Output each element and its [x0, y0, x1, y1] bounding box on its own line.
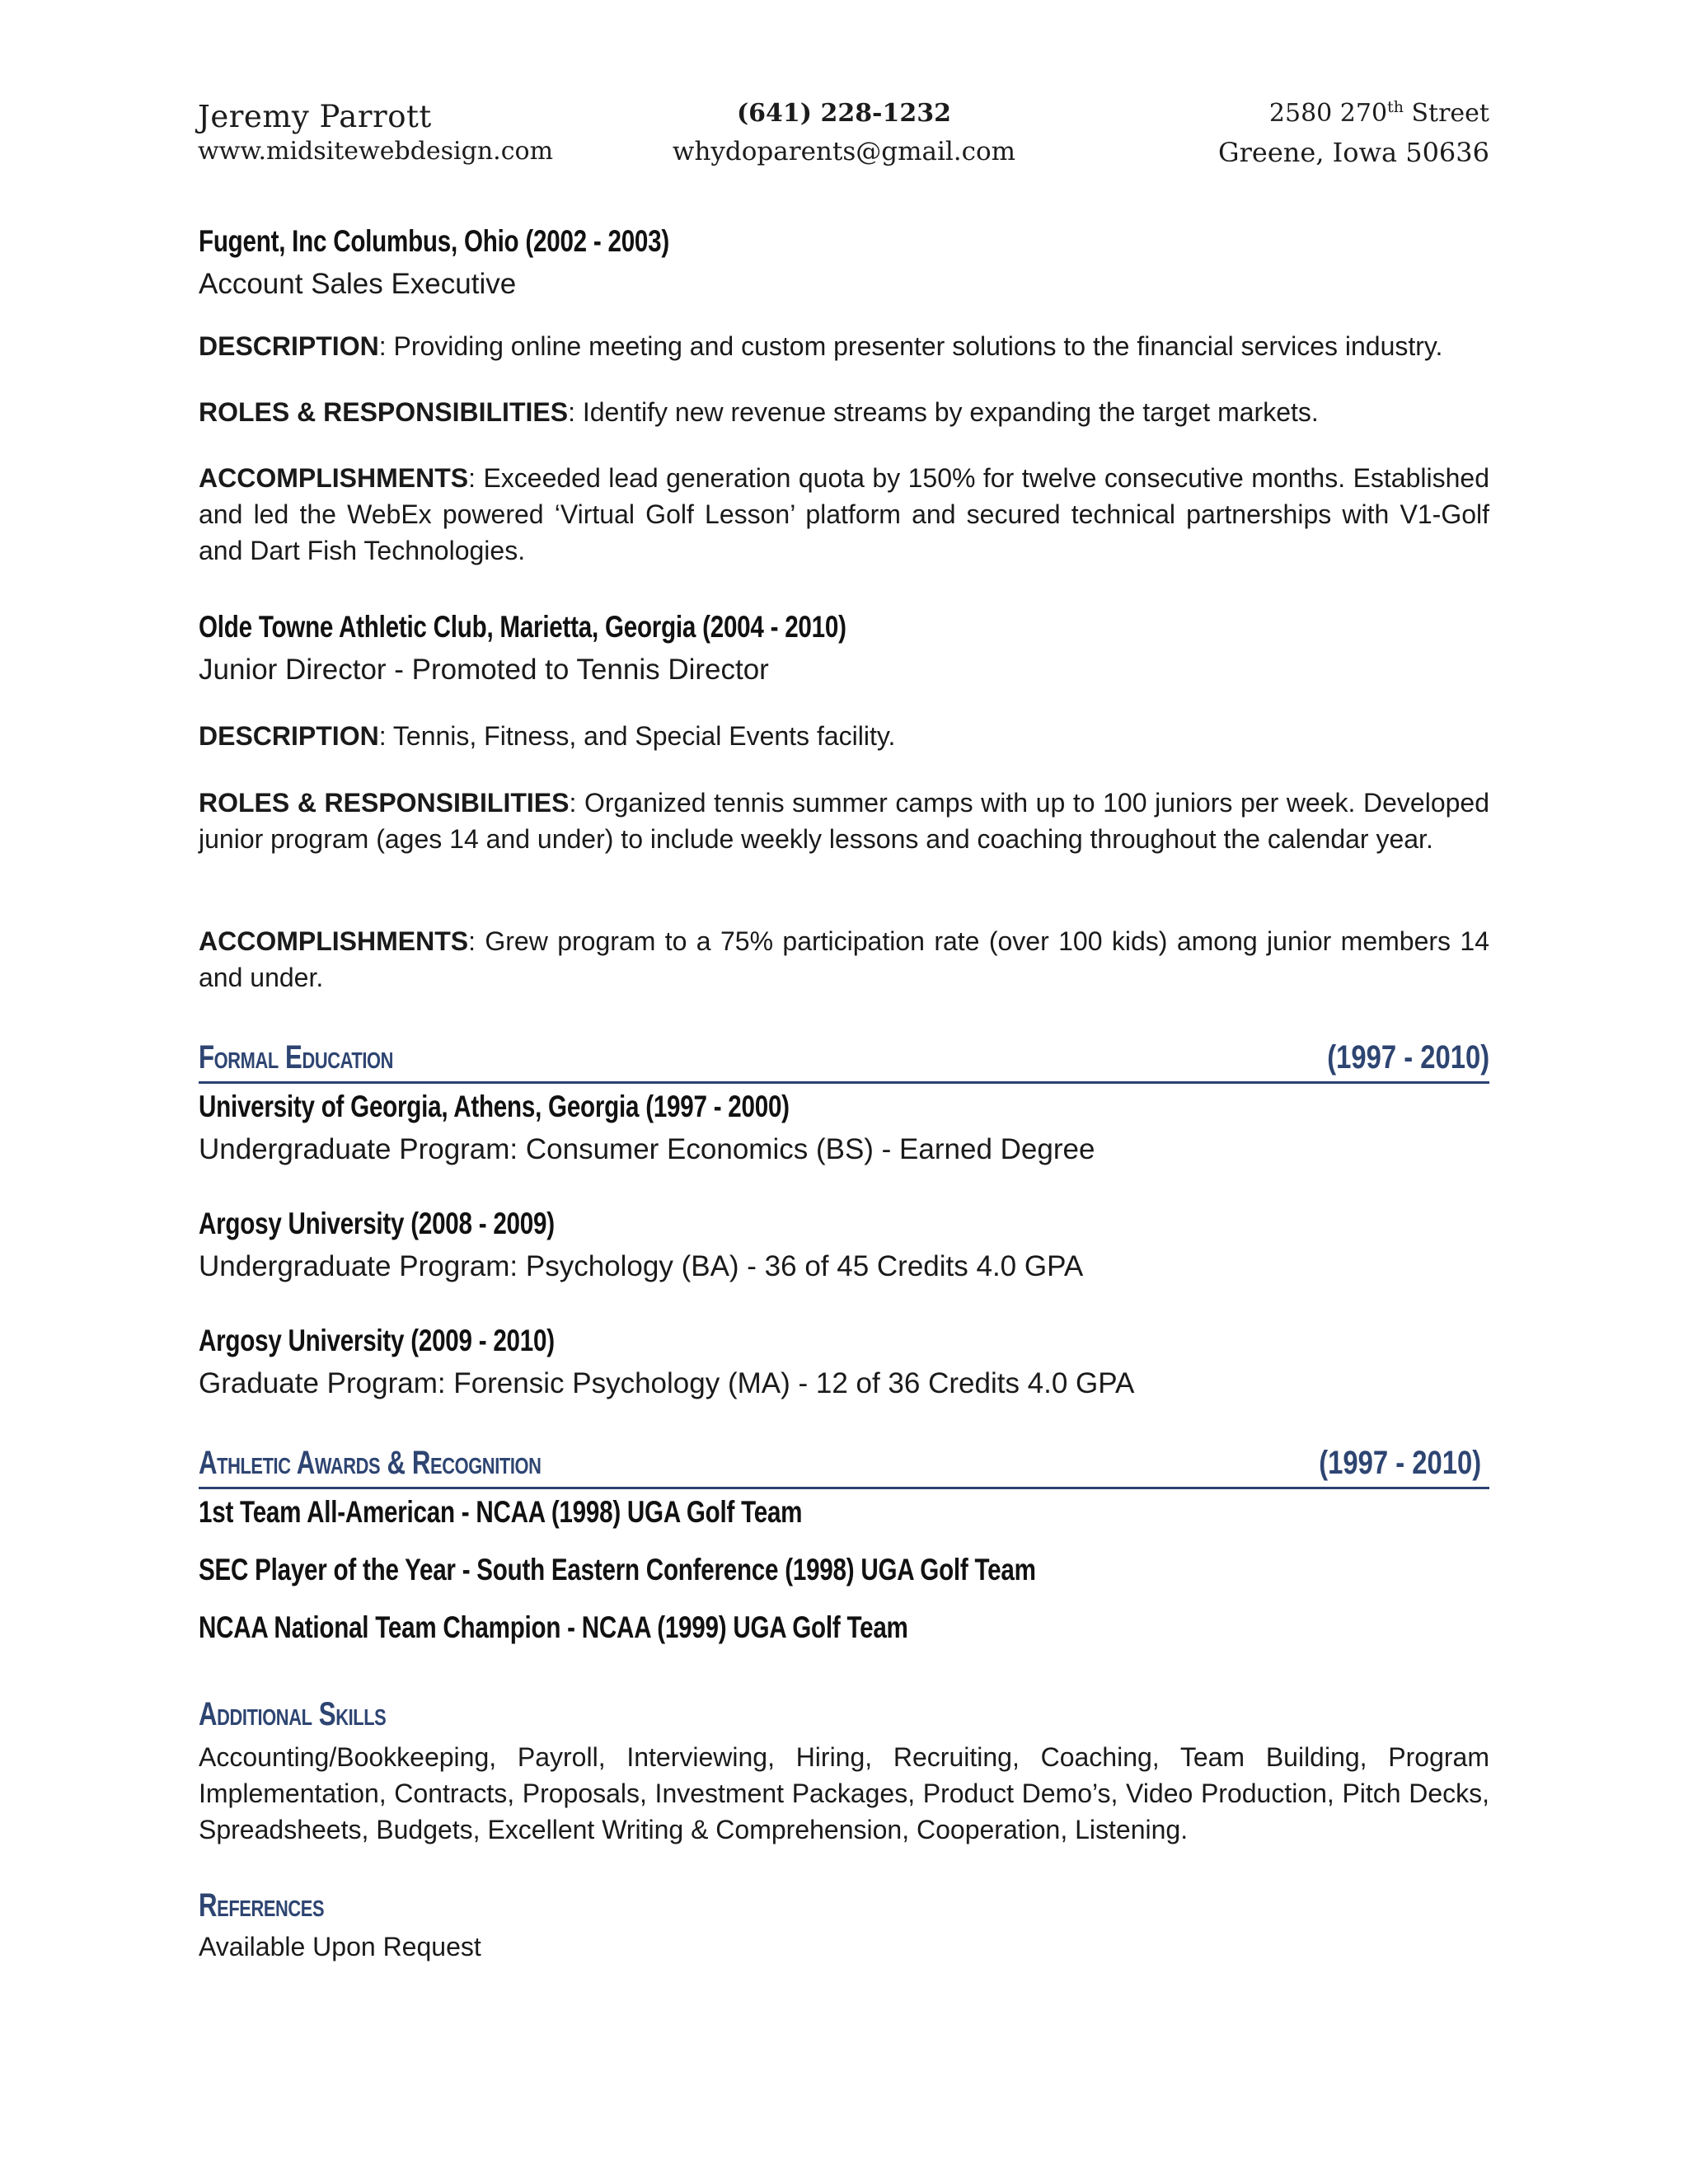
award-item: 1st Team All-American - NCAA (1998) UGA Golf Team — [199, 1495, 803, 1529]
accomplishments-text: : Exceeded lead generation quota by 150% for twelve consecutive months. Established and led the WebEx powered ‘Virtual Golf Lesson’ platform and secured technical partnerships with V1-Golf and Dart Fish Technologies. — [199, 463, 1489, 565]
street-address — [1269, 99, 1489, 128]
job-accomplishments — [199, 460, 1489, 569]
email-link[interactable]: whydoparents@gmail.com — [672, 137, 1016, 166]
awards-section-header — [199, 1439, 1489, 1489]
accomplishments-text: : Grew program to a 75% participation rate (over 100 kids) among junior members 14 and under. — [199, 926, 1489, 992]
website-link[interactable]: www.midsitewebdesign.com — [198, 137, 554, 166]
education-institution: University of Georgia, Athens, Georgia (1997 - 2000) — [199, 1090, 790, 1123]
job-description — [199, 328, 1489, 364]
references-text: Available Upon Request — [199, 1932, 481, 1961]
education-program: Graduate Program: Forensic Psychology (MA) - 12 of 36 Credits 4.0 GPA — [199, 1367, 1135, 1399]
references-heading: References — [199, 1887, 325, 1924]
city-address: Greene, Iowa 50636 — [1218, 137, 1489, 168]
street-name: Street — [1403, 99, 1489, 128]
description-text: : Providing online meeting and custom presenter solutions to the financial services industry. — [378, 331, 1443, 361]
education-years: (1997 - 2010) — [1327, 1039, 1489, 1076]
job-title: Fugent, Inc Columbus, Ohio (2002 - 2003) — [199, 224, 669, 258]
roles-text: : Identify new revenue streams by expanding the target markets. — [568, 397, 1319, 427]
award-item: SEC Player of the Year - South Eastern Conference (1998) UGA Golf Team — [199, 1553, 1036, 1586]
candidate-name: Jeremy Parrott — [198, 99, 432, 134]
education-program: Undergraduate Program: Psychology (BA) - 36 of 45 Credits 4.0 GPA — [199, 1250, 1084, 1282]
job-accomplishments — [199, 923, 1489, 996]
skills-text: Accounting/Bookkeeping, Payroll, Interviewing, Hiring, Recruiting, Coaching, Team Building, Program Implementation, Contracts, Proposals, Investment Packages, Product Demo’s, Video Production, Pitch Decks, Spreadsheets, Budgets, Excellent Writing & Comprehension, Cooperation, Listening. — [199, 1742, 1489, 1844]
education-section-header — [199, 1033, 1489, 1084]
description-text: : Tennis, Fitness, and Special Events facility. — [378, 721, 896, 751]
education-institution: Argosy University (2008 - 2009) — [199, 1207, 555, 1240]
roles-label: ROLES & RESPONSIBILITIES — [199, 788, 570, 818]
job-title: Olde Towne Athletic Club, Marietta, Georgia (2004 - 2010) — [199, 610, 846, 644]
street-number: 2580 270 — [1268, 99, 1388, 128]
phone-number: (641) 228-1232 — [736, 99, 952, 128]
education-program: Undergraduate Program: Consumer Economics (BS) - Earned Degree — [199, 1133, 1095, 1165]
skills-heading: Additional Skills — [199, 1696, 387, 1732]
awards-years: (1997 - 2010) — [1319, 1445, 1481, 1481]
accomplishments-label: ACCOMPLISHMENTS — [199, 463, 469, 493]
street-suffix: th — [1387, 98, 1404, 116]
description-label: DESCRIPTION — [199, 331, 379, 361]
education-heading: Formal Education — [199, 1039, 393, 1076]
description-label: DESCRIPTION — [199, 721, 379, 751]
accomplishments-label: ACCOMPLISHMENTS — [199, 926, 469, 956]
roles-text: : Organized tennis summer camps with up to 100 juniors per week. Developed junior program (ages 14 and under) to include weekly lessons and coaching throughout the calendar year. — [199, 788, 1490, 854]
job-role: Junior Director - Promoted to Tennis Director — [199, 654, 769, 686]
job-roles — [199, 394, 1489, 430]
job-role: Account Sales Executive — [199, 268, 517, 300]
roles-label: ROLES & RESPONSIBILITIES — [199, 397, 569, 427]
job-roles — [199, 785, 1489, 857]
award-item: NCAA National Team Champion - NCAA (1999) UGA Golf Team — [199, 1610, 908, 1644]
job-description — [199, 718, 1489, 754]
education-institution: Argosy University (2009 - 2010) — [199, 1324, 555, 1357]
awards-heading: Athletic Awards & Recognition — [199, 1445, 542, 1481]
